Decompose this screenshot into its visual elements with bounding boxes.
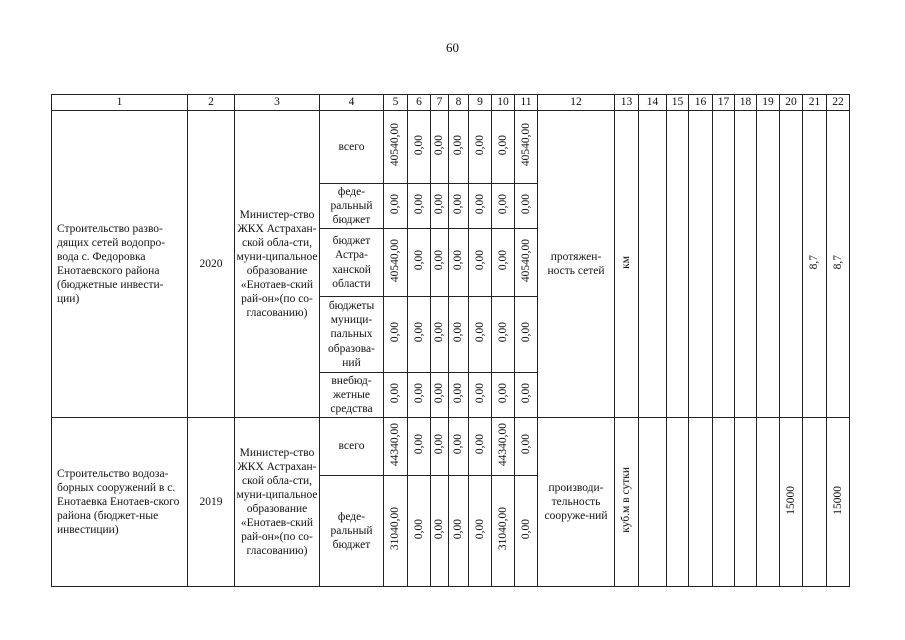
indicator-cell: производи-тельность сооруже-ний [538, 418, 615, 587]
value-cell-21-text: 8,7 [808, 254, 821, 270]
funding-source-cell: всего [320, 111, 384, 184]
amount-cell [469, 184, 492, 229]
amount-cell-text: 0,00 [473, 250, 486, 271]
amount-cell [449, 418, 469, 476]
amount-cell-text: 0,00 [412, 322, 425, 343]
amount-cell-text: 0,00 [412, 193, 425, 215]
header-cell: 8 [449, 95, 469, 111]
header-cell: 22 [827, 95, 850, 111]
unit-cell-text: км [620, 255, 633, 269]
amount-cell-text: 31040,00 [389, 507, 402, 551]
amount-cell [408, 111, 431, 184]
amount-cell-text: 0,00 [433, 193, 446, 215]
executor-cell: Министер-ство ЖКХ Астрахан-ской обла-сти, муни-ципальное образование «Енотаев-ский рай-он»(по со-гласованию) [235, 111, 320, 418]
funding-source-cell: феде-ральный бюджет [320, 184, 384, 229]
amount-cell-text: 0,00 [433, 434, 446, 455]
amount-cell [515, 476, 538, 587]
table-row [52, 418, 850, 476]
indicator-cell: протяжен-ность сетей [538, 111, 615, 418]
value-cell-20 [780, 111, 803, 418]
amount-cell-text: 40540,00 [389, 123, 402, 167]
value-cell-20 [780, 418, 803, 587]
empty-cell [639, 111, 667, 418]
header-cell: 14 [639, 95, 667, 111]
header-cell: 20 [780, 95, 803, 111]
header-cell: 12 [538, 95, 615, 111]
header-cell: 16 [689, 95, 713, 111]
table-row [52, 111, 850, 184]
empty-cell [757, 111, 780, 418]
amount-cell [431, 373, 449, 418]
amount-cell [492, 184, 515, 229]
empty-cell [689, 418, 713, 587]
amount-cell [431, 297, 449, 373]
amount-cell [384, 297, 408, 373]
unit-cell [615, 111, 639, 418]
empty-cell [735, 418, 757, 587]
table-body [52, 95, 850, 587]
amount-cell-text: 0,00 [389, 382, 402, 404]
amount-cell-text: 0,00 [433, 382, 446, 404]
header-cell: 10 [492, 95, 515, 111]
amount-cell-text: 0,00 [452, 518, 465, 540]
empty-cell [757, 418, 780, 587]
amount-cell [408, 476, 431, 587]
amount-cell [431, 476, 449, 587]
amount-cell [449, 297, 469, 373]
amount-cell [431, 111, 449, 184]
amount-cell-text: 0,00 [496, 382, 509, 404]
funding-source-cell: феде-ральный бюджет [320, 476, 384, 587]
amount-cell [384, 111, 408, 184]
amount-cell-text: 40540,00 [519, 238, 532, 283]
amount-cell [449, 184, 469, 229]
header-cell: 7 [431, 95, 449, 111]
amount-cell-text: 0,00 [519, 193, 532, 215]
year-cell: 2019 [188, 418, 235, 587]
amount-cell-text: 44340,00 [389, 422, 402, 467]
value-cell-20-text: 15000 [784, 485, 797, 515]
amount-cell [469, 297, 492, 373]
amount-cell-text: 0,00 [433, 518, 446, 540]
unit-cell-text: куб.м в сутки [620, 467, 633, 533]
amount-cell-text: 0,00 [473, 322, 486, 343]
value-cell-21 [803, 111, 827, 418]
amount-cell [431, 418, 449, 476]
amount-cell [449, 476, 469, 587]
amount-cell [408, 418, 431, 476]
amount-cell-text: 0,00 [412, 250, 425, 271]
value-cell-22 [827, 111, 850, 418]
amount-cell [469, 229, 492, 297]
empty-cell [689, 111, 713, 418]
unit-cell [615, 418, 639, 587]
amount-cell [384, 184, 408, 229]
executor-cell: Министер-ство ЖКХ Астрахан-ской обла-сти, муни-ципальное образование «Енотаев-ский рай-он»(по со-гласованию) [235, 418, 320, 587]
page-number: 60 [446, 40, 459, 55]
amount-cell [384, 229, 408, 297]
header-cell: 6 [408, 95, 431, 111]
year-cell: 2020 [188, 111, 235, 418]
funding-source-cell: всего [320, 418, 384, 476]
amount-cell-text: 0,00 [433, 250, 446, 271]
header-cell: 15 [667, 95, 689, 111]
amount-cell-text: 0,00 [389, 322, 402, 343]
amount-cell [492, 476, 515, 587]
amount-cell [492, 373, 515, 418]
amount-cell [515, 418, 538, 476]
value-cell-21 [803, 418, 827, 587]
header-cell: 21 [803, 95, 827, 111]
header-cell: 11 [515, 95, 538, 111]
empty-cell [667, 418, 689, 587]
amount-cell [469, 418, 492, 476]
amount-cell [515, 111, 538, 184]
amount-cell-text: 0,00 [496, 134, 509, 156]
amount-cell [384, 476, 408, 587]
amount-cell-text: 0,00 [496, 322, 509, 343]
amount-cell [515, 184, 538, 229]
funding-source-cell: бюджеты муници-пальных образова-ний [320, 297, 384, 373]
amount-cell-text: 0,00 [473, 518, 486, 540]
amount-cell-text: 0,00 [519, 382, 532, 404]
amount-cell-text: 0,00 [519, 322, 532, 343]
empty-cell [639, 418, 667, 587]
amount-cell [469, 476, 492, 587]
header-cell: 1 [52, 95, 188, 111]
value-cell-22-text: 8,7 [831, 254, 844, 270]
amount-cell [408, 184, 431, 229]
funding-source-cell: бюджет Астра-ханской области [320, 229, 384, 297]
amount-cell-text: 44340,00 [496, 422, 509, 467]
amount-cell-text: 31040,00 [496, 507, 509, 551]
header-cell: 2 [188, 95, 235, 111]
amount-cell-text: 40540,00 [519, 123, 532, 167]
empty-cell [735, 111, 757, 418]
object-name-cell: Строительство водоза-борных сооружений в с. Енотаевка Енотаев-ского района (бюджет-ные инвестиции) [52, 418, 188, 587]
amount-cell [492, 297, 515, 373]
amount-cell [469, 373, 492, 418]
amount-cell [408, 297, 431, 373]
amount-cell-text: 0,00 [473, 382, 486, 404]
amount-cell-text: 0,00 [473, 193, 486, 215]
value-cell-22-text: 15000 [831, 485, 844, 515]
amount-cell-text: 0,00 [452, 382, 465, 404]
amount-cell-text: 40540,00 [389, 238, 402, 283]
amount-cell [469, 111, 492, 184]
empty-cell [713, 418, 735, 587]
amount-cell [449, 111, 469, 184]
amount-cell [515, 297, 538, 373]
amount-cell-text: 0,00 [412, 518, 425, 540]
amount-cell [492, 111, 515, 184]
header-cell: 19 [757, 95, 780, 111]
amount-cell [449, 373, 469, 418]
amount-cell-text: 0,00 [412, 382, 425, 404]
empty-cell [667, 111, 689, 418]
amount-cell [492, 229, 515, 297]
amount-cell-text: 0,00 [433, 134, 446, 156]
amount-cell-text: 0,00 [452, 193, 465, 215]
amount-cell [408, 229, 431, 297]
amount-cell-text: 0,00 [452, 322, 465, 343]
header-row [52, 95, 850, 111]
object-name-cell: Строительство разво-дящих сетей водопро-вода с. Федоровка Енотаевского района (бюджетные инвести-ции) [52, 111, 188, 418]
amount-cell-text: 0,00 [473, 434, 486, 455]
header-cell: 18 [735, 95, 757, 111]
amount-cell [492, 418, 515, 476]
amount-cell [515, 373, 538, 418]
amount-cell-text: 0,00 [519, 518, 532, 540]
amount-cell [408, 373, 431, 418]
header-cell: 3 [235, 95, 320, 111]
header-cell: 5 [384, 95, 408, 111]
funding-source-cell: внебюд-жетные средства [320, 373, 384, 418]
amount-cell [449, 229, 469, 297]
value-cell-22 [827, 418, 850, 587]
amount-cell-text: 0,00 [452, 434, 465, 455]
amount-cell-text: 0,00 [496, 193, 509, 215]
empty-cell [713, 111, 735, 418]
header-cell: 4 [320, 95, 384, 111]
amount-cell [431, 229, 449, 297]
amount-cell-text: 0,00 [412, 434, 425, 455]
amount-cell [431, 184, 449, 229]
amount-cell [384, 373, 408, 418]
amount-cell-text: 0,00 [433, 322, 446, 343]
amount-cell-text: 0,00 [473, 134, 486, 156]
amount-cell-text: 0,00 [519, 434, 532, 455]
amount-cell-text: 0,00 [452, 134, 465, 156]
header-cell: 9 [469, 95, 492, 111]
amount-cell-text: 0,00 [389, 193, 402, 215]
header-cell: 17 [713, 95, 735, 111]
amount-cell [515, 229, 538, 297]
investment-table [51, 94, 850, 587]
amount-cell [384, 418, 408, 476]
header-cell: 13 [615, 95, 639, 111]
amount-cell-text: 0,00 [412, 134, 425, 156]
amount-cell-text: 0,00 [496, 250, 509, 271]
amount-cell-text: 0,00 [452, 250, 465, 271]
